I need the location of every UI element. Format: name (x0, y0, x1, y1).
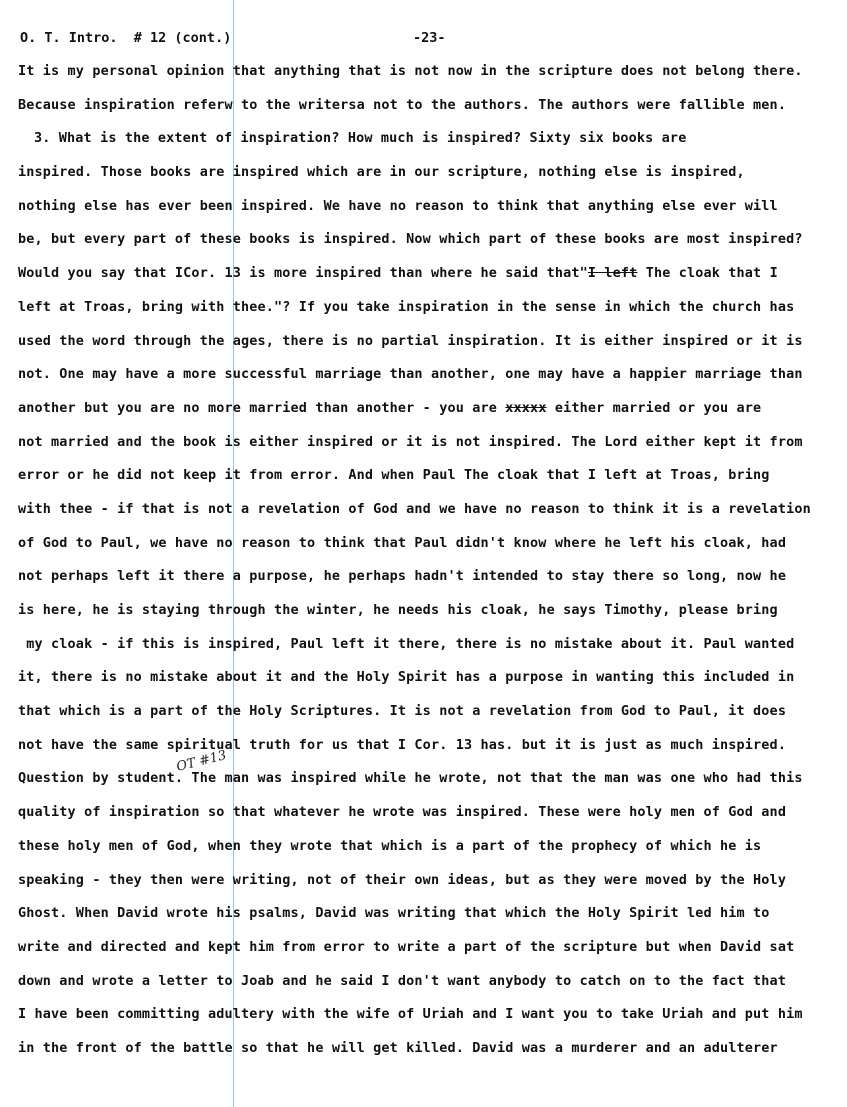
text-line (18, 802, 838, 836)
handwritten-annotation: OT #13 (174, 748, 228, 775)
text-line (18, 364, 838, 398)
line-text: of God to Paul, we have no reason to think that Paul didn't know where he left his cloak, had (18, 534, 787, 551)
text-line (18, 971, 838, 1005)
line-text: not have the same spiritual truth for us that I Cor. 13 has. but it is just as much inspired. (18, 736, 787, 753)
page-header (20, 30, 827, 50)
line-text: another but you are no more married than another - you are (18, 399, 506, 416)
line-text: inspired. Those books are inspired which are in our scripture, nothing else is inspired, (18, 164, 745, 181)
document-body (18, 61, 838, 1072)
text-line (18, 1038, 838, 1072)
text-line (18, 128, 838, 162)
line-text: error or he did not keep it from error. And when Paul The cloak that I left at Troas, bring (18, 467, 770, 484)
text-line (18, 196, 838, 230)
text-line (18, 162, 838, 196)
text-line (18, 533, 838, 567)
line-text: with thee - if that is not a revelation of God and we have no reason to think it is a revelation (18, 500, 811, 517)
line-text: quality of inspiration so that whatever he wrote was inspired. These were holy men of God and (18, 804, 787, 821)
line-text: in the front of the battle so that he will get killed. David was a murderer and an adulterer (18, 1039, 778, 1056)
text-line (18, 1004, 838, 1038)
line-text: It is my personal opinion that anything that is not now in the scripture does not belong there. (18, 63, 803, 79)
struck-text: xxxxx (505, 399, 547, 416)
text-line (18, 600, 838, 634)
text-line (18, 398, 838, 432)
header-title: O. T. Intro. # 12 (cont.) (20, 30, 232, 46)
text-line (18, 735, 838, 769)
line-text: either married or you are (546, 399, 762, 416)
line-text: not perhaps left it there a purpose, he perhaps hadn't intended to stay there so long, now he (18, 568, 787, 585)
line-text: used the word through the ages, there is no partial inspiration. It is either inspired or it is (18, 332, 803, 349)
line-text: Because inspiration referw to the writersa not to the authors. The authors were fallible men. (18, 96, 787, 113)
text-line (18, 263, 838, 297)
line-text: write and directed and kept him from error to write a part of the scripture but when David sat (18, 938, 795, 955)
line-text: these holy men of God, when they wrote that which is a part of the prophecy of which he is (18, 837, 762, 854)
line-text: not. One may have a more successful marriage than another, one may have a happier marriage than (18, 366, 803, 383)
line-text: is here, he is staying through the winter, he needs his cloak, he says Timothy, please bring (18, 602, 778, 618)
text-line (18, 667, 838, 701)
line-text: it, there is no mistake about it and the Holy Spirit has a purpose in wanting this included in (18, 669, 795, 686)
line-text: my cloak - if this is inspired, Paul left it there, there is no mistake about it. Paul wanted (18, 635, 795, 652)
line-text: Ghost. When David wrote his psalms, David was writing that which the Holy Spirit led him to (18, 905, 770, 922)
line-text: Question by student. The man was inspired while he wrote, not that the man was one who had this (18, 770, 803, 787)
line-text: nothing else has ever been inspired. We have no reason to think that anything else ever will (18, 197, 778, 214)
text-line (18, 870, 838, 904)
line-text: speaking - they then were writing, not of their own ideas, but as they were moved by the Holy (18, 871, 787, 888)
text-line (18, 937, 838, 971)
line-text: not married and the book is either inspired or it is not inspired. The Lord either kept it from (18, 433, 803, 450)
line-text: I have been committing adultery with the wife of Uriah and I want you to take Uriah and put him (18, 1006, 803, 1023)
line-text: be, but every part of these books is inspired. Now which part of these books are most inspired? (18, 231, 803, 248)
text-line (18, 499, 838, 533)
text-line (18, 229, 838, 263)
text-line (18, 61, 838, 95)
line-text: down and wrote a letter to Joab and he said I don't want anybody to catch on to the fact that (18, 972, 787, 989)
line-text: Would you say that ICor. 13 is more inspired than where he said that" (18, 265, 588, 282)
struck-text: I left (587, 265, 638, 282)
text-line (18, 768, 838, 802)
page-number: -23- (413, 30, 446, 46)
text-line (18, 566, 838, 600)
text-line (18, 634, 838, 668)
line-text: that which is a part of the Holy Scriptures. It is not a revelation from God to Paul, it does (18, 703, 787, 720)
text-line (18, 465, 838, 499)
text-line (18, 903, 838, 937)
line-text: left at Troas, bring with thee."? If you take inspiration in the sense in which the church has (18, 298, 795, 315)
line-text: The cloak that I (637, 265, 778, 282)
text-line (18, 836, 838, 870)
text-line (18, 95, 838, 129)
text-line (18, 432, 838, 466)
text-line (18, 331, 838, 365)
line-text: 3. What is the extent of inspiration? How much is inspired? Sixty six books are (34, 130, 687, 147)
text-line (18, 701, 838, 735)
text-line (18, 297, 838, 331)
